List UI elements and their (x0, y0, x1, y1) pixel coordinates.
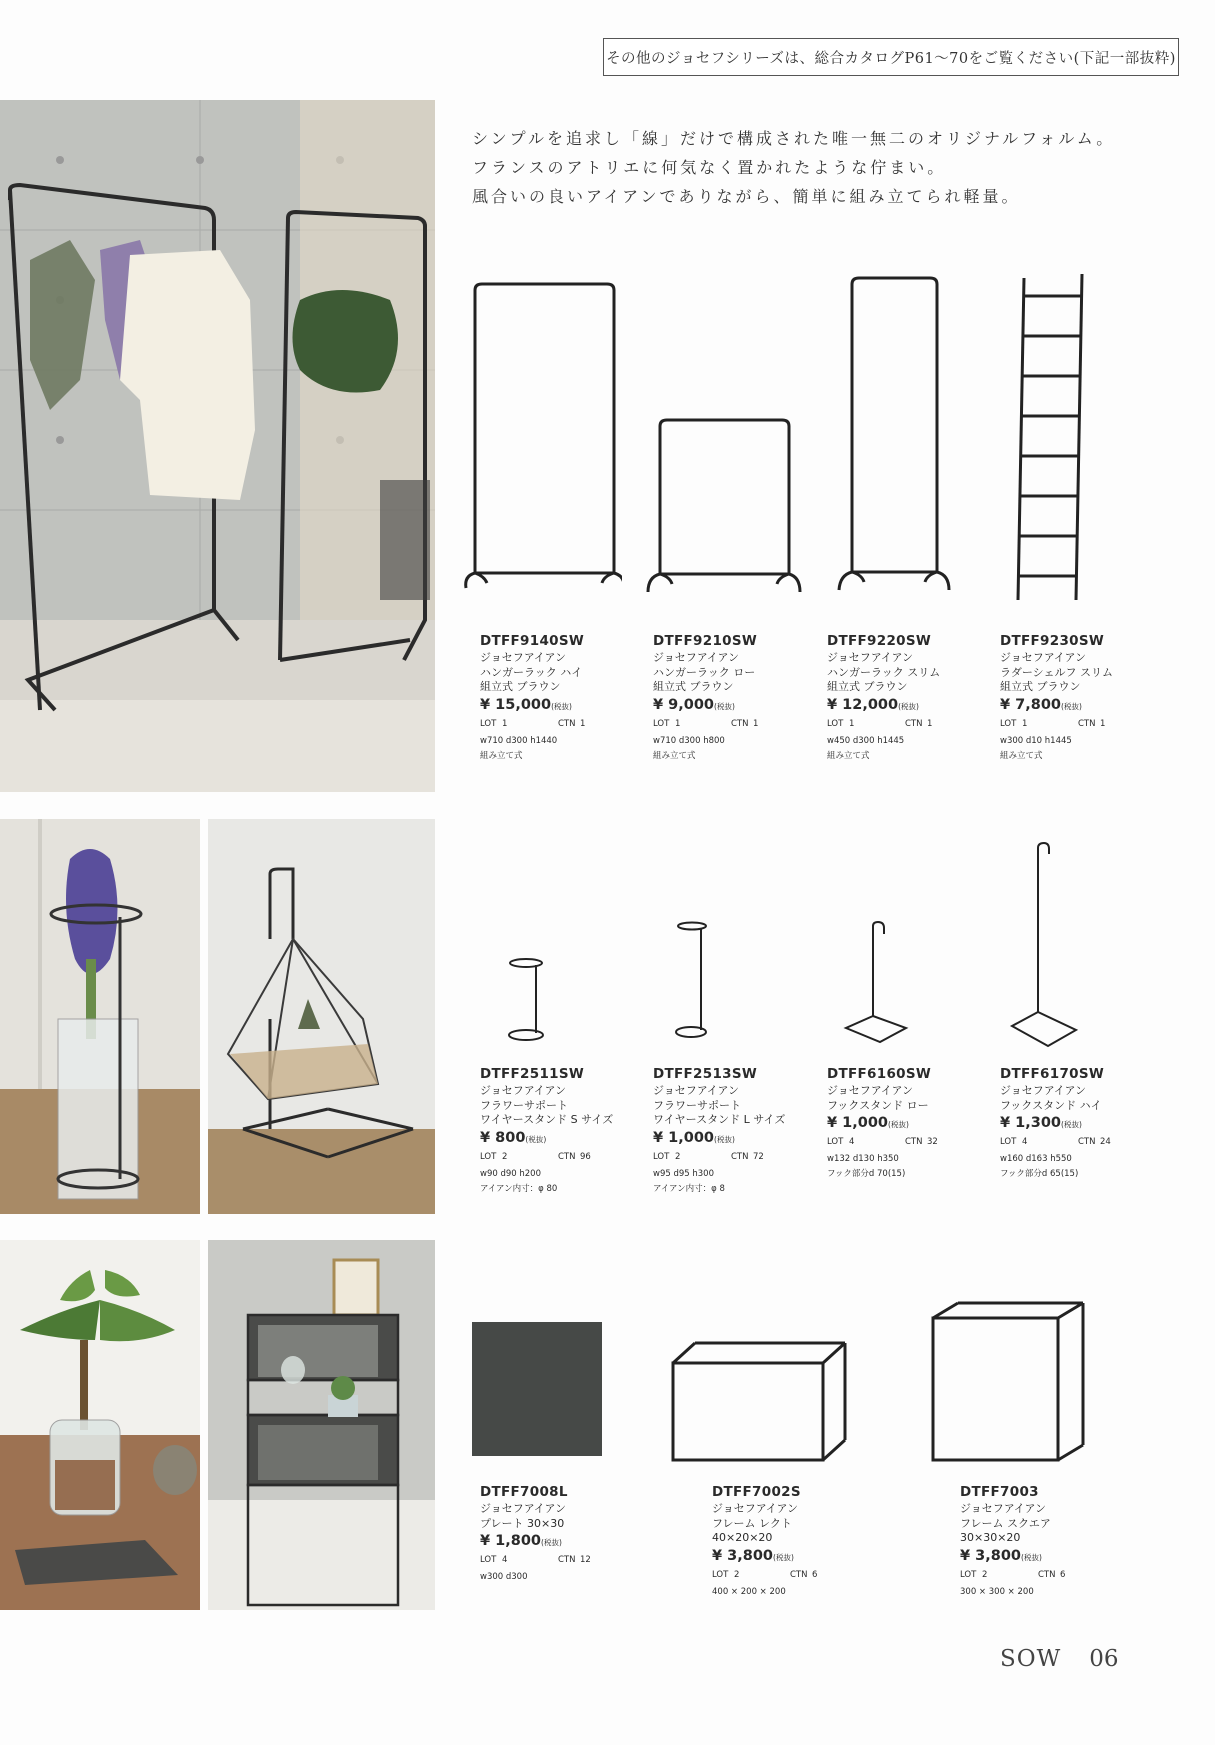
lot-label: LOT (1000, 718, 1017, 729)
product-spec: w95 d95 h300 (653, 1168, 714, 1179)
product-code: DTFF6170SW (1000, 1066, 1105, 1082)
ctn-value: 1 (927, 718, 933, 729)
product-desc: フレーム スクエア (960, 1516, 1051, 1530)
product-desc: フレーム レクト (712, 1516, 792, 1530)
product-spec: w300 d300 (480, 1572, 528, 1582)
ctn-label: CTN (1078, 718, 1096, 729)
product-spec: 組み立て式 (827, 750, 870, 761)
product-desc: ラダーシェルフ スリム (1000, 665, 1113, 679)
photo-hanger-racks (0, 100, 435, 792)
product-desc: 組立式 ブラウン (827, 680, 908, 693)
wire-stand-l-illustration (670, 920, 714, 1040)
tax-label: (税抜) (1021, 1552, 1042, 1562)
product-price: ¥ 1,000 (653, 1129, 715, 1146)
lot-value: 2 (982, 1569, 988, 1580)
ctn-value: 1 (1100, 718, 1106, 729)
product-price: ¥ 12,000 (827, 696, 899, 713)
ctn-value: 1 (580, 718, 586, 729)
product-dtff7002s (712, 1485, 817, 1600)
tax-label: (税抜) (541, 1538, 562, 1547)
product-desc: ジョセフアイアン (712, 1502, 799, 1515)
ctn-value: 12 (580, 1555, 591, 1565)
page-footer (1000, 1646, 1119, 1672)
ctn-label: CTN (790, 1569, 808, 1580)
plate-illustration (470, 1320, 605, 1460)
intro-line: フランスのアトリエに何気なく置かれたような佇まい。 (472, 158, 947, 177)
product-desc: ワイヤースタンド L サイズ (653, 1113, 786, 1126)
product-desc: 組立式 ブラウン (1000, 680, 1081, 693)
frame-rect-illustration (670, 1340, 850, 1465)
lot-value: 2 (675, 1151, 681, 1162)
tax-label: (税抜) (1061, 701, 1082, 711)
ctn-value: 1 (753, 718, 759, 729)
lot-value: 4 (502, 1555, 508, 1565)
hook-stand-low-illustration (840, 920, 910, 1045)
tax-label: (税抜) (714, 1134, 735, 1144)
product-desc: ジョセフアイアン (480, 651, 567, 664)
lot-value: 2 (734, 1569, 740, 1580)
hanger-rack-high-illustration (462, 278, 622, 608)
product-code: DTFF9140SW (480, 633, 585, 649)
wire-stand-s-illustration (502, 955, 552, 1043)
ctn-label: CTN (905, 1137, 923, 1147)
tax-label: (税抜) (898, 701, 919, 711)
product-desc: ジョセフアイアン (480, 1084, 567, 1097)
lot-value: 1 (675, 718, 681, 729)
hanger-rack-low-illustration (642, 414, 807, 609)
intro-line: 風合いの良いアイアンでありながら、簡単に組み立てられ軽量。 (472, 187, 1021, 206)
product-code: DTFF7002S (712, 1484, 801, 1500)
product-spec: w710 d300 h1440 (480, 735, 558, 746)
ctn-label: CTN (558, 718, 576, 729)
ctn-label: CTN (558, 1151, 576, 1162)
product-code: DTFF7008L (480, 1484, 568, 1500)
product-spec: フック部分d 70(15) (827, 1169, 906, 1179)
photo-hook-stand (208, 819, 435, 1214)
product-spec: w132 d130 h350 (827, 1154, 899, 1164)
product-code: DTFF6160SW (827, 1066, 932, 1082)
ctn-value: 6 (812, 1569, 818, 1580)
ctn-label: CTN (731, 718, 749, 729)
product-desc: フックスタンド ハイ (1000, 1098, 1102, 1112)
intro-line: シンプルを追求し「線」だけで構成された唯一無二のオリジナルフォルム。 (472, 129, 1116, 148)
lot-value: 2 (502, 1151, 508, 1162)
product-dtff9140sw (480, 634, 585, 764)
lot-value: 1 (849, 718, 855, 729)
ctn-label: CTN (558, 1555, 576, 1565)
lot-label: LOT (653, 718, 670, 729)
lot-label: LOT (480, 1555, 497, 1565)
tax-label: (税抜) (1061, 1120, 1082, 1129)
product-spec: 400 × 200 × 200 (712, 1586, 786, 1597)
product-code: DTFF9220SW (827, 633, 932, 649)
catalog-notice: その他のジョセフシリーズは、総合カタログP61〜70をご覧ください(下記一部抜粋) (603, 38, 1179, 76)
product-dtff6160sw (827, 1067, 938, 1182)
product-desc: 30×30×20 (960, 1531, 1021, 1544)
product-desc: ワイヤースタンド S サイズ (480, 1113, 614, 1126)
product-desc: フラワーサポート (480, 1098, 568, 1112)
product-spec: フック部分d 65(15) (1000, 1169, 1079, 1179)
ctn-value: 24 (1100, 1137, 1111, 1147)
product-dtff2513sw (653, 1067, 785, 1197)
product-desc: ジョセフアイアン (827, 1084, 914, 1097)
product-price: ¥ 9,000 (653, 696, 715, 713)
ctn-label: CTN (1078, 1137, 1096, 1147)
lot-value: 1 (502, 718, 508, 729)
product-desc: ジョセフアイアン (653, 651, 740, 664)
lot-label: LOT (480, 1151, 497, 1162)
product-desc: ジョセフアイアン (827, 651, 914, 664)
product-code: DTFF2513SW (653, 1066, 758, 1082)
tax-label: (税抜) (773, 1552, 794, 1562)
product-desc: フラワーサポート (653, 1098, 741, 1112)
product-dtff9230sw (1000, 634, 1113, 764)
ctn-value: 6 (1060, 1569, 1066, 1580)
page-number: 06 (1089, 1646, 1119, 1672)
product-desc: フックスタンド ロー (827, 1098, 929, 1112)
lot-value: 1 (1022, 718, 1028, 729)
lot-label: LOT (960, 1569, 977, 1580)
product-code: DTFF9230SW (1000, 633, 1105, 649)
product-spec: w160 d163 h550 (1000, 1154, 1072, 1164)
ctn-label: CTN (731, 1151, 749, 1162)
product-spec: 組み立て式 (1000, 750, 1043, 761)
frame-square-illustration (930, 1300, 1090, 1465)
product-desc: ハンガーラック ロー (653, 665, 756, 679)
ctn-label: CTN (1038, 1569, 1056, 1580)
ctn-value: 72 (753, 1151, 764, 1162)
product-desc: ジョセフアイアン (1000, 651, 1087, 664)
product-spec: w710 d300 h800 (653, 735, 725, 746)
photo-plate (0, 1240, 200, 1610)
product-code: DTFF9210SW (653, 633, 758, 649)
product-spec: アイアン内寸：φ 80 (480, 1183, 558, 1194)
product-spec: w450 d300 h1445 (827, 735, 905, 746)
product-code: DTFF2511SW (480, 1066, 585, 1082)
product-spec: w300 d10 h1445 (1000, 735, 1072, 746)
product-dtff2511sw (480, 1067, 613, 1197)
tax-label: (税抜) (888, 1120, 909, 1129)
ctn-value: 96 (580, 1151, 591, 1162)
intro-text (472, 124, 1115, 211)
product-spec: 300 × 300 × 200 (960, 1586, 1034, 1597)
brand-logo: SOW (1000, 1646, 1062, 1672)
product-price: ¥ 7,800 (1000, 696, 1062, 713)
product-price: ¥ 1,000 (827, 1115, 889, 1131)
product-price: ¥ 15,000 (480, 696, 552, 713)
tax-label: (税抜) (525, 1134, 547, 1144)
product-dtff6170sw (1000, 1067, 1111, 1182)
lot-label: LOT (827, 1137, 844, 1147)
lot-label: LOT (827, 718, 844, 729)
ctn-value: 32 (927, 1137, 938, 1147)
lot-label: LOT (653, 1151, 670, 1162)
product-dtff7003 (960, 1485, 1065, 1600)
hanger-rack-slim-illustration (834, 272, 954, 607)
product-desc: ジョセフアイアン (653, 1084, 740, 1097)
product-dtff7008l (480, 1485, 591, 1585)
photo-frames-shelf (208, 1240, 435, 1610)
hook-stand-high-illustration (1004, 840, 1084, 1050)
product-desc: 40×20×20 (712, 1531, 773, 1544)
product-price: ¥ 1,300 (1000, 1115, 1062, 1131)
product-price: ¥ 1,800 (480, 1533, 542, 1549)
product-spec: アイアン内寸：φ 8 (653, 1183, 725, 1194)
product-price: ¥ 3,800 (712, 1547, 774, 1564)
product-dtff9220sw (827, 634, 940, 764)
tax-label: (税抜) (551, 701, 572, 711)
lot-value: 4 (849, 1137, 855, 1147)
lot-label: LOT (480, 718, 497, 729)
lot-label: LOT (1000, 1137, 1017, 1147)
product-price: ¥ 800 (480, 1129, 526, 1146)
product-dtff9210sw (653, 634, 758, 764)
tax-label: (税抜) (714, 701, 735, 711)
product-spec: w90 d90 h200 (480, 1168, 541, 1179)
product-code: DTFF7003 (960, 1484, 1039, 1500)
product-desc: ハンガーラック ハイ (480, 665, 583, 679)
product-desc: 組立式 ブラウン (480, 680, 561, 693)
product-desc: 組立式 ブラウン (653, 680, 734, 693)
product-desc: ハンガーラック スリム (827, 665, 941, 679)
lot-label: LOT (712, 1569, 729, 1580)
product-desc: プレート 30×30 (480, 1516, 565, 1530)
product-spec: 組み立て式 (480, 750, 523, 761)
lot-value: 4 (1022, 1137, 1028, 1147)
product-spec: 組み立て式 (653, 750, 696, 761)
ladder-shelf-illustration (1010, 270, 1090, 605)
product-desc: ジョセフアイアン (1000, 1084, 1087, 1097)
photo-flower-support (0, 819, 200, 1214)
product-price: ¥ 3,800 (960, 1547, 1022, 1564)
product-desc: ジョセフアイアン (960, 1502, 1047, 1515)
ctn-label: CTN (905, 718, 923, 729)
product-desc: ジョセフアイアン (480, 1502, 567, 1515)
